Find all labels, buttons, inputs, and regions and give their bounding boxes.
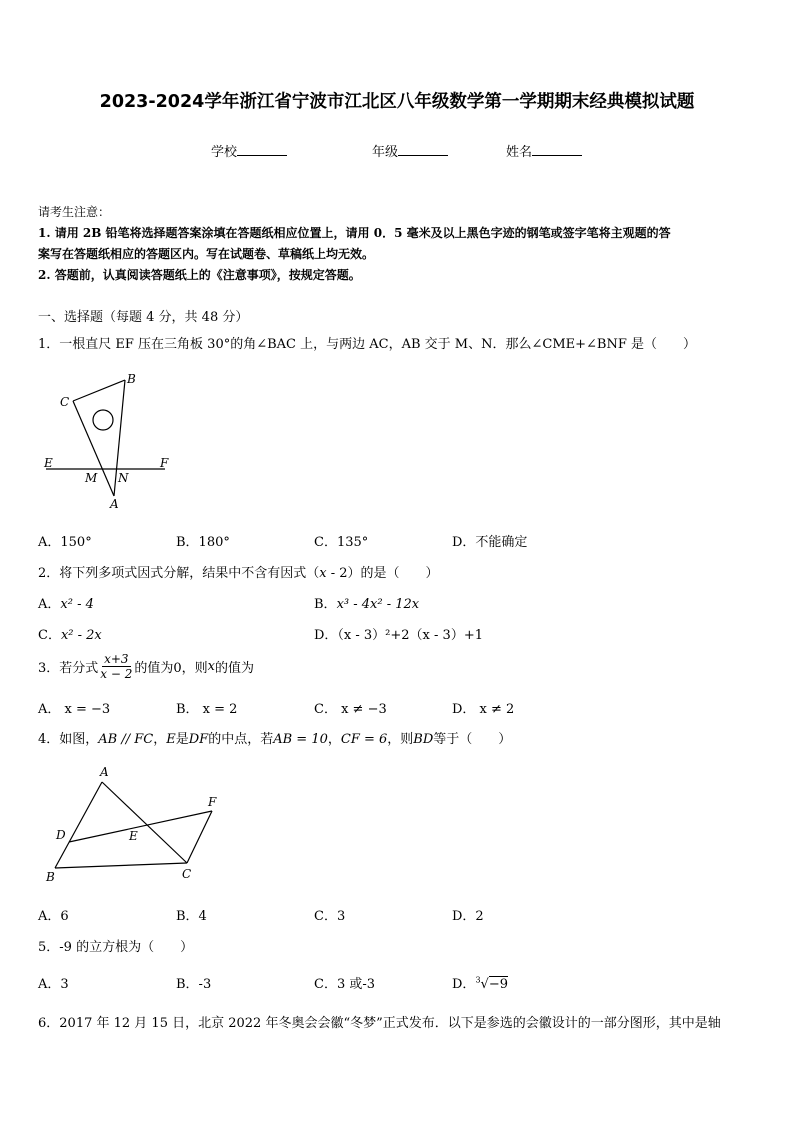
q3-stem-var: x (207, 659, 215, 674)
q2-option-c[interactable] (38, 624, 102, 643)
q1-stem: 1．一根直尺 EF 压在三角板 30°的角∠BAC 上，与两边 AC，AB 交于 M、N．那么∠CME+∠BNF 是（ ） (38, 337, 696, 352)
q1-option-c[interactable]: C．135° (314, 535, 369, 550)
q4-stem (38, 728, 511, 747)
q4-stem-part: ， (153, 732, 167, 747)
q4-line-ab (55, 782, 102, 868)
q4-stem-part: ， (327, 732, 341, 747)
grade-field[interactable] (372, 141, 448, 160)
q2-stem (38, 562, 439, 581)
q1-option-d[interactable]: D．不能确定 (452, 535, 528, 550)
radical-sign-icon: √ (480, 977, 489, 992)
q4-line-bc (55, 863, 187, 868)
q1-label-e: E (44, 456, 53, 470)
q3-option-d[interactable]: D． x ≠ 2 (452, 702, 515, 717)
q4-line-fc (187, 811, 212, 863)
q4-label-f: F (208, 795, 217, 809)
q4-label-a: A (100, 765, 109, 779)
grade-label: 年级 (372, 145, 399, 160)
q2-option-d[interactable]: D．（x - 3）²+2（x - 3）+1 (314, 628, 483, 643)
q4-stem-part: 是 (175, 732, 189, 747)
notice-line-1b: 案写在答题纸相应的答题区内。写在试题卷、草稿纸上均无效。 (38, 247, 375, 261)
q4-stem-part: 4．如图， (38, 732, 99, 747)
q2-option-c-expr: x² - 2x (60, 628, 102, 643)
q1-triangle-hole (93, 410, 113, 430)
q1-label-f: F (160, 456, 169, 470)
q3-option-a[interactable]: A． x = −3 (38, 702, 111, 717)
q4-math: AB = 10 (273, 732, 328, 747)
section-heading: 一、选择题（每题 4 分，共 48 分） (38, 310, 249, 325)
name-blank[interactable] (532, 144, 582, 156)
name-field[interactable] (506, 141, 582, 160)
q1-option-a[interactable]: A．150° (38, 535, 92, 550)
q4-option-b[interactable]: B．4 (176, 909, 207, 924)
q2-option-b-expr: x³ - 4x² - 12x (336, 597, 420, 612)
q5-option-a[interactable]: A．3 (38, 977, 69, 992)
name-label: 姓名 (506, 145, 533, 160)
q3-option-c[interactable]: C． x ≠ −3 (314, 702, 387, 717)
q4-label-b: B (46, 870, 55, 884)
q2-option-b[interactable] (314, 593, 419, 612)
q3-fraction (98, 652, 134, 681)
q4-line-ac (102, 782, 187, 863)
q5-radicand: −9 (488, 977, 508, 992)
q6-stem: 6．2017 年 12 月 15 日，北京 2022 年冬奥会会徽“冬梦”正式发布．以下是参选的会徽设计的一部分图形，其中是轴 (38, 1016, 721, 1031)
school-label: 学校 (211, 145, 238, 160)
q4-line-df (69, 811, 212, 842)
q4-option-a[interactable]: A．6 (38, 909, 69, 924)
q2-option-a-expr: x² - 4 (60, 597, 94, 612)
q4-math: BD (413, 732, 434, 747)
q5-root-index: 3 (475, 975, 481, 985)
q4-math: AB // FC (98, 732, 154, 747)
q3-denominator: x − 2 (100, 667, 133, 681)
q2-option-c-label: C． (38, 628, 61, 643)
q4-math: E (166, 732, 176, 747)
q4-stem-part: ，则 (387, 732, 414, 747)
q1-label-c: C (60, 395, 70, 409)
q4-label-d: D (56, 828, 66, 842)
notice-line-1a: 1. 请用 2B 铅笔将选择题答案涂填在答题纸相应位置上，请用 0．5 毫米及以上黑色字迹的钢笔或签字笔将主观题的答 (38, 226, 671, 240)
q4-stem-part: 的中点，若 (208, 732, 274, 747)
q2-option-b-label: B． (314, 597, 337, 612)
q5-option-d[interactable] (452, 973, 508, 992)
grade-blank[interactable] (398, 144, 448, 156)
q3-stem-part: 的值为 (215, 661, 255, 676)
q3-option-b[interactable]: B． x = 2 (176, 702, 238, 717)
page-title: 2023-2024学年浙江省宁波市江北区八年级数学第一学期期末经典模拟试题 (99, 92, 695, 112)
q4-label-e: E (129, 829, 138, 843)
q4-option-d[interactable]: D．2 (452, 909, 484, 924)
q1-figure (40, 368, 180, 513)
q3-stem-part: 3．若分式 (38, 661, 99, 676)
q1-label-b: B (127, 372, 136, 386)
q4-option-c[interactable]: C．3 (314, 909, 346, 924)
q4-label-c: C (182, 867, 192, 881)
q1-label-n: N (118, 471, 129, 485)
q4-stem-part: 等于（ ） (433, 732, 512, 747)
q2-option-a[interactable] (38, 593, 94, 612)
q2-stem-part: - 2）的是（ ） (326, 566, 439, 581)
q3-numerator: x+3 (104, 652, 129, 666)
q4-math: DF (188, 732, 209, 747)
q5-stem: 5．-9 的立方根为（ ） (38, 940, 194, 955)
q5-option-c[interactable]: C．3 或-3 (314, 977, 376, 992)
school-blank[interactable] (237, 144, 287, 156)
q3-stem (38, 652, 254, 681)
school-field[interactable] (211, 141, 287, 160)
q3-stem-part: 的值为0，则 (134, 661, 208, 676)
q2-stem-part: 2．将下列多项式因式分解，结果中不含有因式（ (38, 566, 320, 581)
q2-option-a-label: A． (38, 597, 61, 612)
notice-line-2: 2. 答题前，认真阅读答题纸上的《注意事项》，按规定答题。 (38, 268, 361, 282)
q2-stem-var: x (319, 566, 327, 581)
q1-label-a: A (110, 497, 119, 511)
q4-math: CF = 6 (340, 732, 388, 747)
q1-line-bc (73, 380, 125, 401)
notice-heading: 请考生注意： (38, 205, 111, 219)
q1-label-m: M (85, 471, 98, 485)
q1-option-b[interactable]: B．180° (176, 535, 230, 550)
q4-figure (40, 760, 230, 888)
q5-option-b[interactable]: B．-3 (176, 977, 212, 992)
q5-option-d-label: D． (452, 977, 476, 992)
